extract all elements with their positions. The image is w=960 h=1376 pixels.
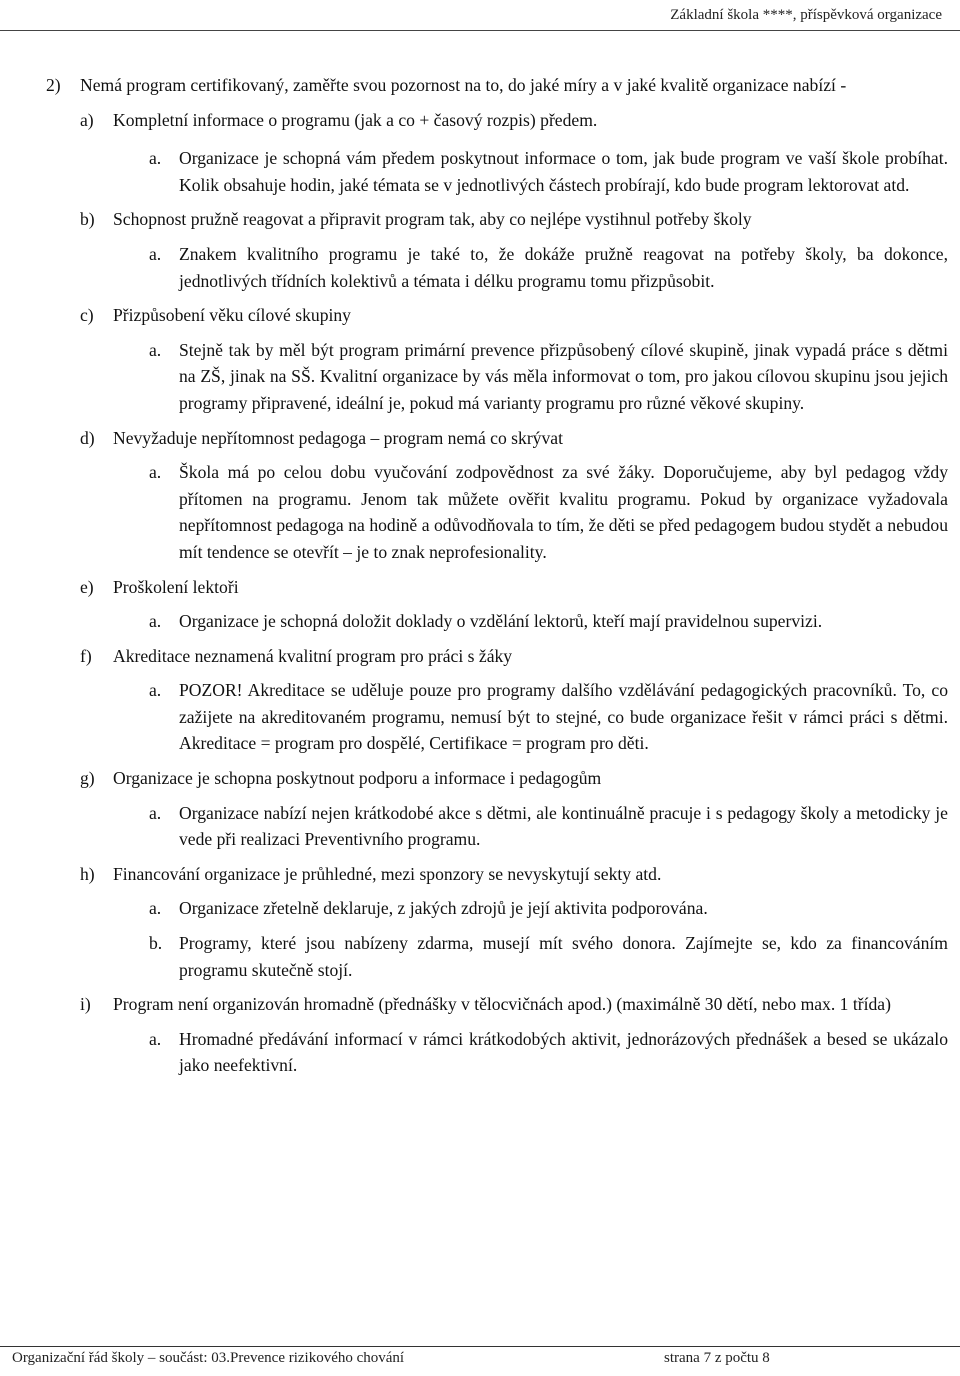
criterion-c-point-a — [46, 337, 948, 417]
page-header — [0, 6, 960, 24]
criterion-g — [46, 765, 948, 792]
footer-document-name: Organizační řád školy – součást: 03.Prevence rizikového chování — [12, 1350, 405, 1366]
criterion-i-text: Program není organizován hromadně (přednášky v tělocvičnách apod.) (maximálně 30 dětí, nebo max. 1 třída) — [113, 994, 891, 1015]
document-body — [46, 72, 948, 1079]
criterion-i-point-a — [46, 1026, 948, 1079]
criterion-f — [46, 643, 948, 670]
criterion-d-label: d) — [80, 427, 95, 448]
criterion-b-point-a — [46, 241, 948, 294]
point-label: a. — [149, 148, 162, 169]
point-label: a. — [149, 339, 162, 360]
footer-page-number: strana 7 z počtu 8 — [664, 1350, 770, 1366]
point-text: Hromadné předávání informací v rámci krátkodobých aktivit, jednorázových přednášek a besed se ukázalo jako neefektivní. — [179, 1028, 948, 1076]
footer-divider — [0, 1346, 960, 1347]
criterion-g-text: Organizace je schopna poskytnout podporu a informace i pedagogům — [113, 768, 602, 789]
point-text: Organizace je schopná doložit doklady o vzdělání lektorů, kteří mají pravidelnou supervizi. — [179, 611, 823, 632]
criterion-f-text: Akreditace neznamená kvalitní program pro práci s žáky — [113, 645, 513, 666]
point-text: Znakem kvalitního programu je také to, že dokáže pružně reagovat na potřeby školy, ba dokonce, jednotlivých třídních kolektivů a témata i délku programu tomu přizpůsobit. — [179, 243, 948, 291]
point-text: Programy, které jsou nabízeny zdarma, musejí mít svého donora. Zajímejte se, kdo za financováním programu skutečně stojí. — [179, 933, 948, 980]
criterion-c-text: Přizpůsobení věku cílové skupiny — [113, 305, 351, 326]
section-2 — [46, 72, 948, 99]
criterion-c-label: c) — [80, 305, 94, 326]
criterion-g-label: g) — [80, 768, 95, 789]
criterion-d — [46, 425, 948, 452]
criterion-b — [46, 206, 948, 233]
point-text: Škola má po celou dobu vyučování zodpovědnost za své žáky. Doporučujeme, aby byl pedagog vždy přítomen na programu. Jenom tak můžete ověřit kvalitu programu. Pokud by organizace vyžadovala nepřítomnost pedagoga na hodině a odůvodňovala to tím, že děti se před pedagogem budou stydět a nebudou mít tendence se otevřít – je to znak neprofesionality. — [179, 462, 948, 562]
criterion-f-point-a — [46, 677, 948, 757]
criterion-h-point-a — [46, 895, 948, 922]
point-label: a. — [149, 802, 162, 823]
criterion-h-point-b — [46, 930, 948, 983]
section-2-text: Nemá program certifikovaný, zaměřte svou pozornost na to, do jaké míry a v jaké kvalitě organizace nabízí - — [80, 75, 847, 95]
criterion-c — [46, 302, 948, 329]
criterion-e-text: Proškolení lektoři — [113, 576, 239, 597]
criterion-i — [46, 991, 948, 1018]
criterion-h-label: h) — [80, 863, 95, 884]
point-label: a. — [149, 1028, 162, 1049]
point-text: Organizace nabízí nejen krátkodobé akce s dětmi, ale kontinuálně pracuje i s pedagogy školy a metodicky je vede při realizaci Preventivního programu. — [179, 802, 948, 850]
point-text: Organizace je schopná vám předem poskytnout informace o tom, jak bude program ve vaší škole probíhat. Kolik obsahuje hodin, jaké témata se v jednotlivých částech probírají, kdo bude program lektorovat atd. — [179, 148, 948, 195]
criterion-e-label: e) — [80, 576, 94, 597]
header-title: Základní škola ****, příspěvková organizace — [670, 7, 942, 23]
criterion-i-label: i) — [80, 994, 91, 1015]
criterion-g-point-a — [46, 800, 948, 853]
criterion-b-text: Schopnost pružně reagovat a připravit program tak, aby co nejlépe vystihnul potřeby školy — [113, 209, 752, 230]
criterion-a-text: Kompletní informace o programu (jak a co + časový rozpis) předem. — [113, 109, 598, 130]
point-label: a. — [149, 611, 162, 632]
point-label: a. — [149, 680, 162, 701]
point-label: a. — [149, 462, 162, 483]
criterion-e-point-a — [46, 608, 948, 635]
section-2-label: 2) — [46, 75, 61, 95]
criterion-a — [46, 107, 948, 134]
point-label: a. — [149, 243, 162, 264]
criterion-a-label: a) — [80, 109, 94, 130]
point-label: a. — [149, 898, 162, 919]
point-text: POZOR! Akreditace se uděluje pouze pro programy dalšího vzdělávání pedagogických pracovníků. To, co zažijete na akreditovaném programu, nemusí být to stejné, co bude organizace řešit v rámci práci s dětmi. Akreditace = program pro dospělé, Certifikace = program pro děti. — [179, 680, 948, 754]
criterion-h-text: Financování organizace je průhledné, mezi sponzory se nevyskytují sekty atd. — [113, 863, 662, 884]
page-footer — [12, 1350, 942, 1367]
criterion-h — [46, 861, 948, 888]
criterion-d-point-a — [46, 459, 948, 565]
criterion-f-label: f) — [80, 645, 92, 666]
point-text: Organizace zřetelně deklaruje, z jakých zdrojů je její aktivita podporována. — [179, 898, 708, 919]
criterion-a-point-a — [46, 145, 948, 198]
point-label: b. — [149, 933, 163, 954]
point-text: Stejně tak by měl být program primární prevence přizpůsobený cílové skupině, jinak vypadá práce s dětmi na ZŠ, jinak na SŠ. Kvalitní organizace by vás měla informovat o tom, pro jakou cílovou skupinu jsou jejich programy připravené, ideální je, pokud má varianty programu pro různé věkové skupiny. — [179, 339, 948, 413]
header-divider — [0, 30, 960, 31]
criterion-e — [46, 574, 948, 601]
criterion-b-label: b) — [80, 209, 95, 230]
criterion-d-text: Nevyžaduje nepřítomnost pedagoga – program nemá co skrývat — [113, 427, 563, 448]
